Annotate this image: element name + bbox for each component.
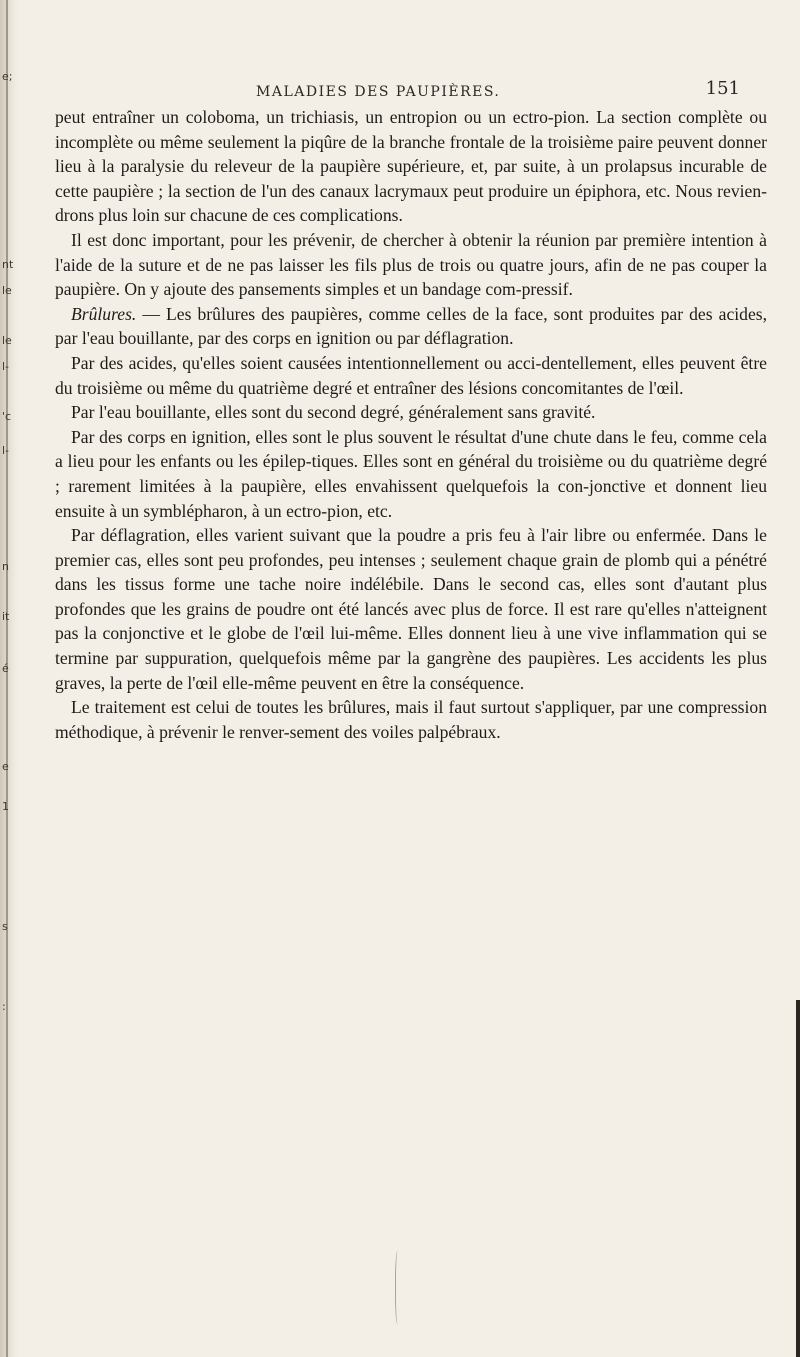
binding-line [6, 0, 8, 1357]
paragraph: Par des acides, qu'elles soient causées intentionnellement ou acci-dentellement, elles peuvent être du troisième ou même du quatrième degré et entraîner des lésions concomitantes de l'œil. [55, 352, 767, 398]
section-title-burns: Brûlures. [71, 303, 137, 324]
bleed-mark: n [2, 560, 9, 573]
bleed-mark: s [2, 920, 8, 933]
bleed-mark: it [2, 610, 10, 623]
paragraph: Le traitement est celui de toutes les brûlures, mais il faut surtout s'appliquer, par une compression méthodique, à prévenir le renver-sement des voiles palpébraux. [55, 697, 767, 742]
page-header [256, 78, 740, 108]
paragraph: Par l'eau bouillante, elles sont du second degré, généralement sans gravité. [71, 402, 596, 423]
bleed-mark: l- [2, 444, 10, 457]
bleed-mark: 'c [2, 410, 12, 423]
bleed-mark: le [2, 284, 12, 297]
paragraph: Par déflagration, elles varient suivant que la poudre a pris feu à l'air libre ou enfermée. Dans le premier cas, elles sont peu profondes, peu intenses ; seulement chaque grain de plomb qui a pénétré dans les tissus forme une tache noire indélébile. Dans le second cas, elles sont d'autant plus profondes que les grains de poudre ont été lancés avec plus de force. Il est rare qu'elles n'atteignent pas la conjonctive et le globe de l'œil lui-même. Elles donnent lieu à une vive inflammation qui se termine par suppuration, quelquefois même par la gangrène des paupières. Les accidents les plus graves, la perte de l'œil elle-même peuvent en être la conséquence. [55, 525, 767, 693]
bleed-mark: e; [2, 70, 13, 83]
bleed-mark: nt [2, 258, 14, 271]
running-head: MALADIES DES PAUPIÈRES. [256, 84, 501, 100]
bleed-mark: : [2, 1000, 6, 1013]
ink-mark [395, 1250, 402, 1325]
page-gutter [0, 0, 18, 1357]
page-edge-shadow [796, 1000, 800, 1357]
bleed-mark: l- [2, 360, 10, 373]
paragraph: peut entraîner un coloboma, un trichiasis, un entropion ou un ectro-pion. La section complète ou incomplète ou même seulement la piqûre de la branche frontale de la troisième paire peuvent donner lieu à la paralysie du releveur de la paupière supérieure, et, par suite, à un prolapsus incurable de cette paupière ; la section de l'un des canaux lacrymaux peut produire un épiphora, etc. Nous revien-drons plus loin sur chacune de ces complications. [55, 107, 767, 226]
body-text [55, 105, 767, 744]
paragraph-burns: Brûlures. — Les brûlures des paupières, comme celles de la face, sont produites par des acides, par l'eau bouillante, par des corps en ignition ou par déflagration. [55, 303, 767, 349]
paragraph: Par des corps en ignition, elles sont le plus souvent le résultat d'une chute dans le feu, comme cela a lieu pour les enfants ou les épilep-tiques. Elles sont en général du troisième ou du quatrième degré ; rarement limitées à la paupière, elles envahissent quelquefois la con-jonctive et donnent lieu ensuite à un symblépharon, à un ectro-pion, etc. [55, 426, 767, 521]
paragraph: Il est donc important, pour les prévenir, de chercher à obtenir la réunion par première intention à l'aide de la suture et de ne pas laisser les fils plus de trois ou quatre jours, afin de ne pas couper la paupière. On y ajoute des pansements simples et un bandage com-pressif. [55, 229, 767, 300]
bleed-mark: e [2, 760, 9, 773]
bleed-mark: é [2, 662, 9, 675]
page-number: 151 [705, 78, 740, 99]
bleed-mark: 1 [2, 800, 9, 813]
bleed-mark: le [2, 334, 12, 347]
